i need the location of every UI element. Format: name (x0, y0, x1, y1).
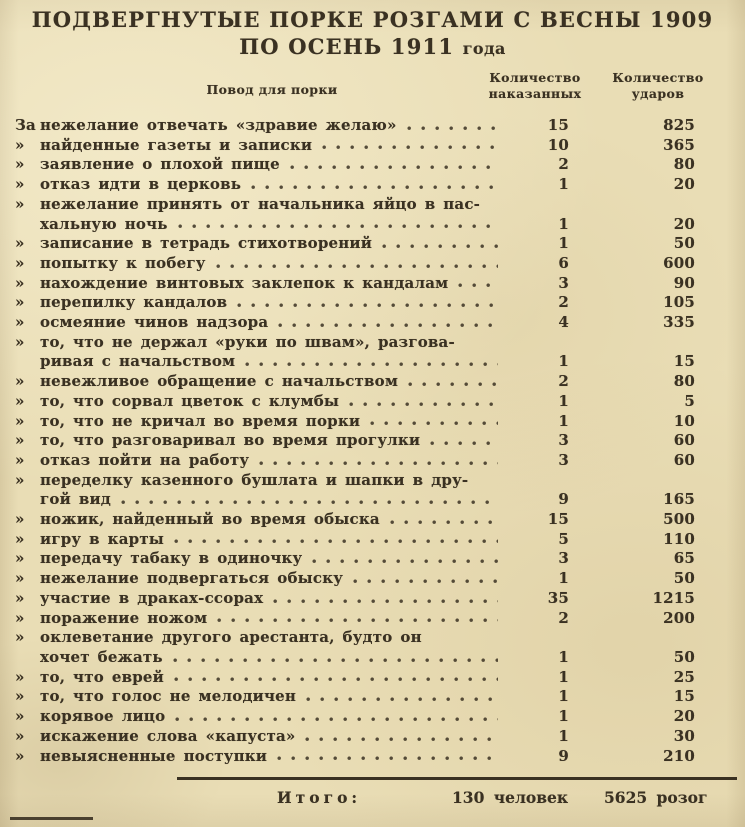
row-prefix: » (15, 450, 25, 469)
row-strokes-count: 50 (673, 234, 695, 253)
row-prefix: » (15, 372, 25, 391)
row-strokes-count: 80 (673, 155, 695, 174)
row-main-line (15, 412, 695, 432)
row-reason-text: отказ пойти на работу (40, 450, 250, 469)
row-punished-count: 35 (547, 588, 569, 607)
dot-leader (382, 244, 498, 250)
dot-leader (174, 677, 498, 683)
row-main-line (15, 510, 695, 530)
row-main-line (15, 234, 695, 254)
dot-leader (259, 461, 498, 467)
row-punished-count: 1 (558, 411, 569, 430)
row-punished-count: 2 (558, 372, 569, 391)
row-punished-count: 1 (558, 647, 569, 666)
totals-strokes-value: 5625 розог (604, 788, 708, 807)
row-strokes-count: 15 (673, 352, 695, 371)
row-punished-count: 4 (558, 313, 569, 332)
row-reason-text: найденные газеты и записки (40, 135, 313, 154)
row-reason-text: хочет бежать (40, 647, 163, 666)
row-prefix: » (15, 746, 25, 765)
row-main-line (15, 274, 695, 294)
row-reason-text: ривая с начальством (40, 352, 236, 371)
row-strokes-count: 1215 (652, 588, 695, 607)
row-main-line (15, 648, 695, 668)
row-main-line (15, 254, 695, 274)
row-reason-text: то, что еврей (40, 667, 164, 686)
row-reason-text: игру в карты (40, 529, 165, 548)
row-strokes-count: 825 (663, 116, 695, 134)
row-punished-count: 1 (558, 391, 569, 410)
table-row (15, 333, 695, 372)
document-title (0, 7, 745, 59)
row-reason-text: оклеветание другого арестанта, будто он (40, 628, 422, 647)
row-prefix: » (15, 431, 25, 450)
dot-leader (245, 362, 498, 368)
row-reason-first-line (15, 195, 695, 215)
footnote-divider-line (10, 817, 93, 820)
row-prefix: » (15, 470, 25, 489)
row-reason-text: корявое лицо (40, 707, 166, 726)
title-line-1: ПОДВЕРГНУТЫЕ ПОРКЕ РОЗГАМИ С ВЕСНЫ 1909 (31, 7, 714, 32)
row-strokes-count: 5 (684, 391, 695, 410)
table-row (15, 313, 695, 333)
dot-leader (305, 737, 498, 743)
row-reason-text: нежелание принять от начальника яйцо в пас- (40, 194, 481, 213)
row-punished-count: 1 (558, 707, 569, 726)
table-row (15, 392, 695, 412)
row-punished-count: 2 (558, 155, 569, 174)
row-reason-text: переделку казенного бушлата и шапки в дру- (40, 470, 469, 489)
row-main-line (15, 313, 695, 333)
table-row (15, 510, 695, 530)
row-reason-text: перепилку кандалов (40, 293, 228, 312)
row-reason-text: поражение ножом (40, 608, 208, 627)
row-main-line (15, 431, 695, 451)
row-punished-count: 1 (558, 726, 569, 745)
row-strokes-count: 210 (663, 746, 695, 765)
dot-leader (349, 402, 498, 408)
row-main-line (15, 136, 695, 156)
table-row (15, 412, 695, 432)
row-prefix: » (15, 253, 25, 272)
row-strokes-count: 15 (673, 687, 695, 706)
table-row (15, 589, 695, 609)
totals-punished-value: 130 человек (452, 788, 569, 807)
table-row (15, 707, 695, 727)
table-row (15, 609, 695, 629)
table-row (15, 451, 695, 471)
row-prefix: » (15, 667, 25, 686)
row-punished-count: 3 (558, 549, 569, 568)
row-prefix: » (15, 726, 25, 745)
row-punished-count: 1 (558, 234, 569, 253)
table-row (15, 687, 695, 707)
row-main-line (15, 116, 695, 136)
dot-leader (370, 421, 498, 427)
row-prefix: » (15, 332, 25, 351)
title-line-2-main: ПО ОСЕНЬ 1911 (239, 34, 455, 59)
row-reason-text: то, что сорвал цветок с клумбы (40, 391, 340, 410)
row-main-line (15, 293, 695, 313)
table-row (15, 727, 695, 747)
row-strokes-count: 105 (663, 293, 695, 312)
row-strokes-count: 20 (673, 175, 695, 194)
row-reason-text: нахождение винтовых заклепок к кандалам (40, 273, 449, 292)
table-row (15, 136, 695, 156)
row-strokes-count: 165 (663, 490, 695, 509)
row-punished-count: 15 (547, 510, 569, 529)
row-prefix: » (15, 687, 25, 706)
row-strokes-count: 30 (673, 726, 695, 745)
row-reason-text: невежливое обращение с начальством (40, 372, 399, 391)
dot-leader (178, 224, 498, 230)
row-strokes-count: 10 (673, 411, 695, 430)
row-main-line (15, 352, 695, 372)
dot-leader (217, 618, 498, 624)
row-prefix: » (15, 391, 25, 410)
row-reason-text: то, что не кричал во время порки (40, 411, 361, 430)
row-punished-count: 2 (558, 608, 569, 627)
row-punished-count: 9 (558, 490, 569, 509)
dot-leader (458, 283, 498, 289)
dot-leader (121, 500, 498, 506)
totals-divider-line (177, 777, 737, 780)
row-prefix: » (15, 135, 25, 154)
row-prefix: » (15, 293, 25, 312)
row-punished-count: 3 (558, 273, 569, 292)
row-reason-text: отказ идти в церковь (40, 175, 242, 194)
row-strokes-count: 60 (673, 431, 695, 450)
title-line-2 (0, 34, 745, 59)
row-reason-text: то, что голос не мелодичен (40, 687, 297, 706)
row-main-line (15, 747, 695, 767)
row-punished-count: 6 (558, 253, 569, 272)
table-row (15, 254, 695, 274)
row-reason-text: осмеяние чинов надзора (40, 313, 269, 332)
row-main-line (15, 569, 695, 589)
row-strokes-count: 25 (673, 667, 695, 686)
table-row (15, 431, 695, 451)
column-header-strokes: Количество ударов (612, 70, 704, 101)
row-prefix: » (15, 588, 25, 607)
row-reason-first-line (15, 471, 695, 491)
row-strokes-count: 90 (673, 273, 695, 292)
row-strokes-count: 80 (673, 372, 695, 391)
row-reason-text: гой вид (40, 490, 111, 509)
dot-leader (237, 303, 498, 309)
dot-leader (390, 520, 498, 526)
row-prefix: » (15, 175, 25, 194)
row-prefix: » (15, 234, 25, 253)
table-row (15, 116, 695, 136)
dot-leader (277, 756, 498, 762)
row-main-line (15, 490, 695, 510)
row-reason-text: то, что разговаривал во время прогулки (40, 431, 421, 450)
row-main-line (15, 215, 695, 235)
table-row (15, 747, 695, 767)
table-row (15, 234, 695, 254)
dot-leader (407, 126, 498, 132)
row-punished-count: 1 (558, 687, 569, 706)
table-row (15, 155, 695, 175)
row-prefix: » (15, 529, 25, 548)
table-row (15, 569, 695, 589)
table-row (15, 471, 695, 510)
table-row (15, 293, 695, 313)
row-punished-count: 1 (558, 569, 569, 588)
row-punished-count: 15 (547, 116, 569, 134)
row-strokes-count: 110 (663, 529, 695, 548)
row-main-line (15, 707, 695, 727)
dot-leader (173, 658, 498, 664)
title-line-2-suffix: года (462, 39, 506, 58)
dot-leader (175, 717, 498, 723)
row-main-line (15, 155, 695, 175)
row-prefix: За (15, 116, 36, 134)
row-prefix: » (15, 155, 25, 174)
table-body (0, 116, 745, 766)
row-prefix: » (15, 510, 25, 529)
row-strokes-count: 50 (673, 569, 695, 588)
row-punished-count: 10 (547, 135, 569, 154)
row-strokes-count: 65 (673, 549, 695, 568)
row-prefix: » (15, 313, 25, 332)
row-strokes-count: 60 (673, 450, 695, 469)
row-main-line (15, 530, 695, 550)
row-reason-text: невыясненные поступки (40, 746, 268, 765)
row-prefix: » (15, 411, 25, 430)
row-strokes-count: 600 (663, 253, 695, 272)
row-main-line (15, 175, 695, 195)
row-prefix: » (15, 194, 25, 213)
dot-leader (216, 264, 498, 270)
row-reason-text: записание в тетрадь стихотворений (40, 234, 373, 253)
dot-leader (408, 382, 498, 388)
row-main-line (15, 451, 695, 471)
dot-leader (322, 145, 498, 151)
column-header-reason: Повод для порки (206, 82, 338, 97)
dot-leader (430, 441, 498, 447)
row-punished-count: 2 (558, 293, 569, 312)
row-reason-text: нежелание подвергаться обыску (40, 569, 344, 588)
row-punished-count: 5 (558, 529, 569, 548)
row-strokes-count: 50 (673, 647, 695, 666)
row-main-line (15, 687, 695, 707)
row-reason-text: искажение слова «капуста» (40, 726, 296, 745)
dot-leader (312, 559, 498, 565)
row-reason-text: хальную ночь (40, 214, 168, 233)
row-prefix: » (15, 273, 25, 292)
row-punished-count: 9 (558, 746, 569, 765)
row-main-line (15, 727, 695, 747)
row-strokes-count: 365 (663, 135, 695, 154)
row-strokes-count: 20 (673, 707, 695, 726)
row-punished-count: 1 (558, 175, 569, 194)
row-strokes-count: 20 (673, 214, 695, 233)
row-main-line (15, 372, 695, 392)
dot-leader (278, 323, 498, 329)
row-punished-count: 1 (558, 352, 569, 371)
row-prefix: » (15, 628, 25, 647)
row-main-line (15, 668, 695, 688)
dot-leader (306, 697, 498, 703)
row-reason-text: то, что не держал «руки по швам», разгова- (40, 332, 455, 351)
row-prefix: » (15, 707, 25, 726)
row-reason-text: ножик, найденный во время обыска (40, 510, 380, 529)
row-reason-text: передачу табаку в одиночку (40, 549, 303, 568)
row-reason-first-line (15, 333, 695, 353)
row-prefix: » (15, 549, 25, 568)
table-row (15, 195, 695, 234)
dot-leader (251, 185, 498, 191)
table-row (15, 274, 695, 294)
table-row (15, 549, 695, 569)
row-main-line (15, 609, 695, 629)
table-row (15, 175, 695, 195)
row-strokes-count: 500 (663, 510, 695, 529)
dot-leader (273, 599, 498, 605)
row-punished-count: 3 (558, 450, 569, 469)
row-punished-count: 3 (558, 431, 569, 450)
row-main-line (15, 549, 695, 569)
row-punished-count: 1 (558, 667, 569, 686)
row-strokes-count: 335 (663, 313, 695, 332)
row-reason-text: заявление о плохой пище (40, 155, 280, 174)
row-reason-text: нежелание отвечать «здравие желаю» (40, 116, 397, 134)
row-prefix: » (15, 569, 25, 588)
dot-leader (174, 539, 498, 545)
row-prefix: » (15, 608, 25, 627)
table-row (15, 668, 695, 688)
dot-leader (290, 165, 498, 171)
table-row (15, 628, 695, 667)
row-main-line (15, 392, 695, 412)
totals-label: Итого: (277, 788, 362, 807)
row-strokes-count: 200 (663, 608, 695, 627)
table-row (15, 372, 695, 392)
row-reason-text: участие в драках-ссорах (40, 588, 264, 607)
table-row (15, 530, 695, 550)
dot-leader (353, 579, 498, 585)
row-main-line (15, 589, 695, 609)
column-header-punished: Количество наказанных (488, 70, 582, 101)
row-reason-first-line (15, 628, 695, 648)
row-reason-text: попытку к побегу (40, 253, 206, 272)
row-punished-count: 1 (558, 214, 569, 233)
